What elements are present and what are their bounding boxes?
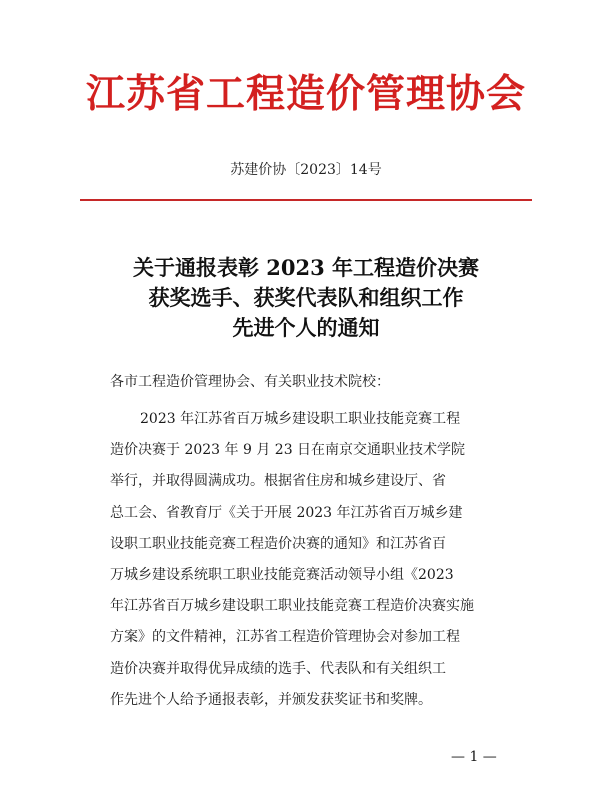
body-line: 举行，并取得圆满成功。根据省住房和城乡建设厅、省 bbox=[110, 473, 446, 490]
document-number: 苏建价协〔2023〕14号 bbox=[230, 162, 382, 178]
body-line: 作先进个人给予通报表彰，并颁发获奖证书和奖牌。 bbox=[110, 691, 432, 708]
notice-title bbox=[0, 253, 612, 343]
body-line: 造价决赛于 2023 年 9 月 23 日在南京交通职业技术学院 bbox=[110, 442, 466, 459]
masthead-title: 江苏省工程造价管理协会 bbox=[85, 72, 526, 117]
body-line: 总工会、省教育厅《关于开展 2023 年江苏省百万城乡建 bbox=[110, 504, 463, 521]
notice-title-line: 获奖选手、获奖代表队和组织工作 bbox=[148, 285, 464, 310]
body-line: 年江苏省百万城乡建设职工职业技能竞赛工程造价决赛实施 bbox=[110, 598, 474, 615]
body-line: 设职工职业技能竞赛工程造价决赛的通知》和江苏省百 bbox=[110, 535, 446, 552]
notice-title-line: 先进个人的通知 bbox=[232, 315, 380, 340]
body-line: 2023 年江苏省百万城乡建设职工职业技能竞赛工程 bbox=[140, 411, 461, 427]
body-line: 方案》的文件精神，江苏省工程造价管理协会对参加工程 bbox=[110, 629, 460, 646]
body-paragraph bbox=[110, 404, 510, 716]
page-number: — 1 — bbox=[451, 749, 497, 765]
notice-title-line: 关于通报表彰 2023 年工程造价决赛 bbox=[132, 255, 480, 280]
salutation: 各市工程造价管理协会、有关职业技术院校： bbox=[110, 374, 390, 390]
body-line: 万城乡建设系统职工职业技能竞赛活动领导小组《2023 bbox=[110, 567, 454, 584]
body-line: 造价决赛并取得优异成绩的选手、代表队和有关组织工 bbox=[110, 660, 446, 677]
red-divider-line bbox=[80, 199, 532, 201]
